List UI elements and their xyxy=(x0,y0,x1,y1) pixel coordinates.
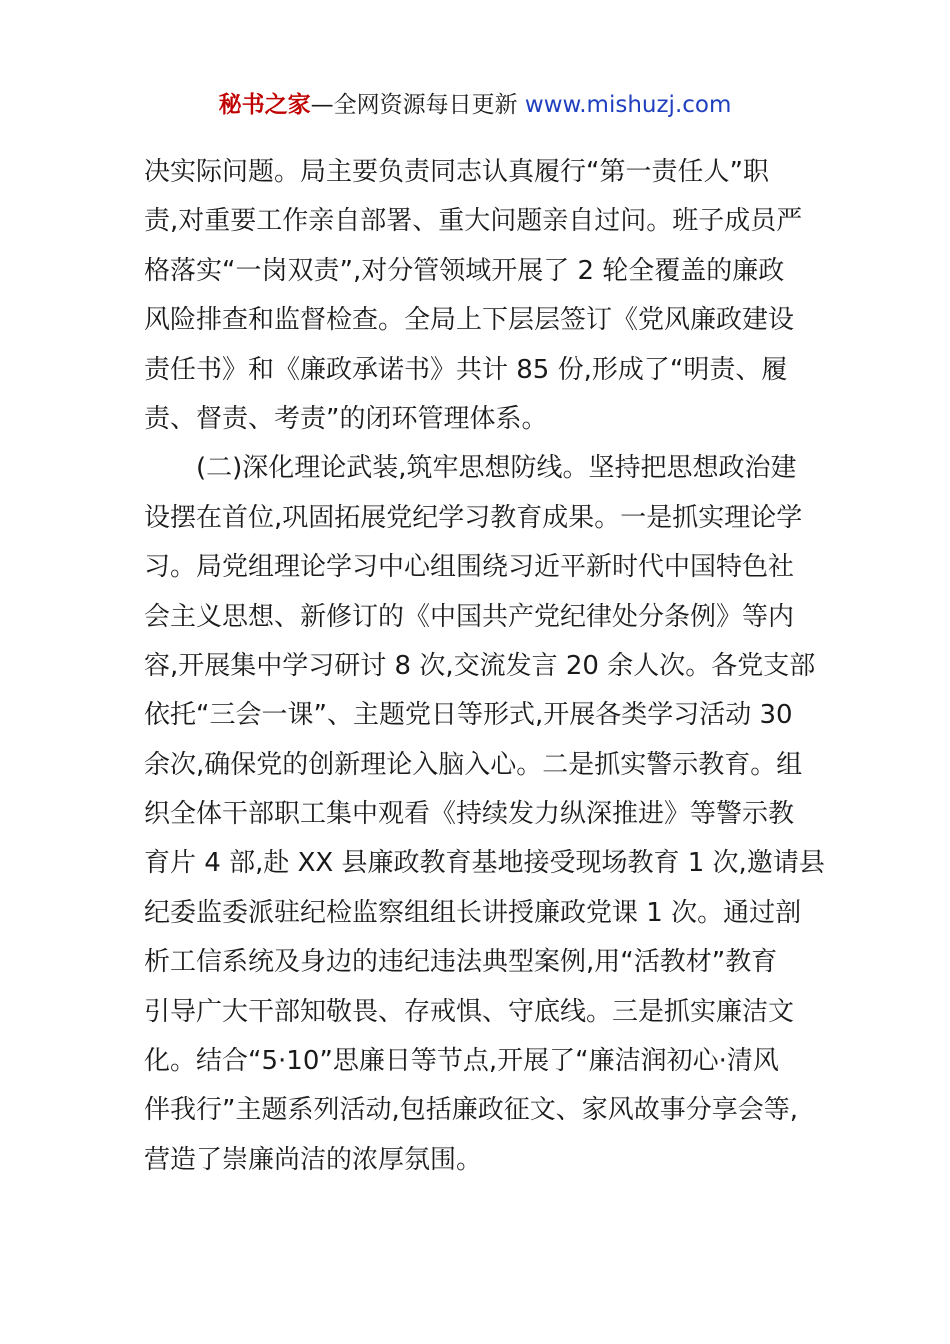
text-line: 伴我行”主题系列活动,包括廉政征文、家风故事分享会等, xyxy=(144,1095,798,1126)
text-line: 风险排查和监督检查。全局上下层层签订《党风廉政建设 xyxy=(144,305,795,336)
text-line: 营造了崇廉尚洁的浓厚氛围。 xyxy=(144,1144,483,1175)
text-line: 析工信系统及身边的违纪违法典型案例,用“活教材”教育 xyxy=(144,947,778,978)
text-line: 责、督责、考责”的闭环管理体系。 xyxy=(144,403,548,434)
text-line: 引导广大干部知敬畏、存戒惧、守底线。三是抓实廉洁文 xyxy=(144,996,795,1027)
text-line: 化。结合“5·10”思廉日等节点,开展了“廉洁润初心·清风 xyxy=(144,1046,779,1077)
text-line: 余次,确保党的创新理论入脑入心。二是抓实警示教育。组 xyxy=(144,749,803,780)
brand-name: 秘书之家 xyxy=(218,92,311,118)
header-tagline: —全网资源每日更新 xyxy=(310,92,525,118)
text-line: 设摆在首位,巩固拓展党纪学习教育成果。一是抓实理论学 xyxy=(144,502,803,533)
text-line: 织全体干部职工集中观看《持续发力纵深推进》等警示教 xyxy=(144,799,795,830)
text-line: 责,对重要工作亲自部署、重大问题亲自过问。班子成员严 xyxy=(144,206,803,237)
text-line: 育片 4 部,赴 XX 县廉政教育基地接受现场教育 1 次,邀请县 xyxy=(144,848,825,879)
text-line: 习。局党组理论学习中心组围绕习近平新时代中国特色社 xyxy=(144,552,795,583)
text-line: 纪委监委派驻纪检监察组组长讲授廉政党课 1 次。通过剖 xyxy=(144,897,802,928)
document-body xyxy=(144,148,825,1185)
site-url-link[interactable]: www.mishuzj.com xyxy=(524,92,732,118)
text-line: 依托“三会一课”、主题党日等形式,开展各类学习活动 30 xyxy=(144,700,793,731)
site-header xyxy=(0,88,950,122)
text-line: 容,开展集中学习研讨 8 次,交流发言 20 余人次。各党支部 xyxy=(144,650,816,681)
text-line: 会主义思想、新修订的《中国共产党纪律处分条例》等内 xyxy=(144,601,795,632)
text-line: 决实际问题。局主要负责同志认真履行“第一责任人”职 xyxy=(144,157,769,187)
text-line: 格落实“一岗双责”,对分管领域开展了 2 轮全覆盖的廉政 xyxy=(144,255,785,286)
text-line: 责任书》和《廉政承诺书》共计 85 份,形成了“明责、履 xyxy=(144,354,788,385)
section-heading-line: (二)深化理论武装,筑牢思想防线。坚持把思想政治建 xyxy=(196,453,797,484)
